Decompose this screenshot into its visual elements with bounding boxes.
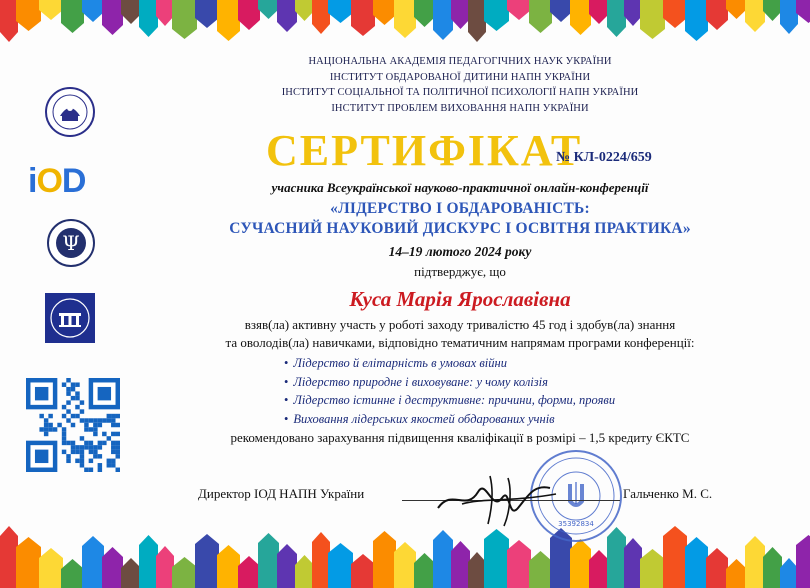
pencil [796,535,810,588]
pencil [102,0,123,35]
topic-item: • Лідерство природне і виховуване: у чому колізія [284,373,615,392]
pencil [312,0,330,34]
pencil [484,0,509,31]
pencil [328,543,353,588]
pencil [121,0,141,24]
pencil [796,0,810,23]
pencil [451,541,470,588]
pencil [663,0,687,28]
pencil [394,542,416,588]
handwritten-signature [432,468,562,528]
pencil [624,0,642,26]
pencil [82,0,104,22]
pencil [277,544,297,588]
pencil [312,532,330,588]
confirms-text: підтверджує, що [414,264,506,279]
header-line-4: ІНСТИТУТ ПРОБЛЕМ ВИХОВАННЯ НАПН УКРАЇНИ [331,102,589,114]
pencil [624,538,642,588]
pencil [484,529,509,588]
pencil [172,557,197,588]
pencil [433,0,453,40]
pencil [451,0,470,29]
institution-header [200,54,720,116]
pencil [745,0,765,32]
recipient-name: Куса Марія Ярославівна [349,287,571,311]
pencil [295,0,314,21]
pencil [640,0,665,39]
pencil [217,0,240,41]
certificate-number: № КЛ-0224/659 [556,150,652,165]
pencil [195,0,219,28]
svg-text:Ψ: Ψ [62,231,80,255]
iod-logo: іOD [28,162,86,200]
pencil [529,551,552,588]
pencil [529,0,552,33]
pencil [156,0,174,26]
signer-name: Гальченко М. С. [623,486,713,501]
conference-title-line-1: «ЛІДЕРСТВО І ОБДАРОВАНІСТЬ: [330,200,590,217]
bottom-pencils-border [0,520,810,588]
pencil [507,0,531,20]
pencil [607,0,626,37]
pencil [394,0,416,38]
pencil [172,0,197,39]
conference-dates: 14–19 лютого 2024 року [388,244,532,259]
pencil [277,0,297,32]
pencil [373,0,396,25]
pencil [39,548,63,588]
pencil [373,531,396,588]
pencil [217,545,240,588]
participation-text-1: взяв(ла) активну участь у роботі заходу тривалістю 45 год і здобув(ла) знання [244,317,676,332]
credit-text: рекомендовано зарахування підвищення кваліфікації в розмірі – 1,5 кредиту ЄКТС [230,430,690,445]
pencil [589,0,609,24]
pencil [570,539,591,588]
pencil [640,549,665,588]
topic-item: • Виховання лідерських якостей обдарованих учнів [284,410,615,429]
pencil [121,558,141,588]
pencil [706,0,728,30]
pencil [763,547,782,588]
pencil [685,0,708,41]
pencil [238,556,260,588]
pencil [414,0,435,27]
pencil [61,559,84,588]
pencil [82,536,104,588]
pencil [139,0,158,37]
pencil [507,540,531,588]
pencil [726,559,747,588]
pencil [328,0,353,23]
pencil [16,537,41,588]
pencil [16,0,41,31]
pencil [102,547,123,588]
pencil [61,0,84,33]
upbringing-institute-logo [45,293,95,343]
qr-code [26,378,120,472]
pencil [570,0,591,35]
pencil [414,553,435,588]
pencil [468,0,486,42]
pencil [550,0,572,22]
pencil [663,526,687,588]
pencil [195,534,219,588]
topic-item: • Лідерство істинне і деструктивне: причини, форми, прояви [284,391,615,410]
pencil [706,548,728,588]
pencil [745,536,765,588]
certificate-title: СЕРТИФІКАТ [266,126,583,175]
pencil [0,526,18,588]
pencil [780,558,798,588]
stamp-code: 35392834 [558,520,594,528]
pencil [763,0,782,21]
participant-of-text: учасника Всеукраїнської науково-практичної онлайн-конференції [271,180,649,195]
pencil [139,535,158,588]
top-pencils-border [0,0,810,48]
topic-item: • Лідерство й елітарність в умовах війни [284,354,615,373]
psychology-institute-logo [46,218,96,268]
pencil [238,0,260,30]
pencil [780,0,798,34]
header-line-3: ІНСТИТУТ СОЦІАЛЬНОЇ ТА ПОЛІТИЧНОЇ ПСИХОЛОГІЇ НАПН УКРАЇНИ [281,87,639,99]
conference-title-line-2: СУЧАСНИЙ НАУКОВИЙ ДИСКУРС І ОСВІТНЯ ПРАКТИКА» [229,220,691,237]
pencil [0,0,18,42]
pencil [685,537,708,588]
pencil [351,554,375,588]
pencil [258,533,279,588]
pencil [39,0,63,20]
napn-seal-logo [44,86,96,138]
pencil [468,552,486,588]
pencil [351,0,375,36]
header-line-2: ІНСТИТУТ ОБДАРОВАНОЇ ДИТИНИ НАПН УКРАЇНИ [329,71,591,83]
pencil [295,555,314,588]
pencil [726,0,747,19]
header-line-1: НАЦІОНАЛЬНА АКАДЕМІЯ ПЕДАГОГІЧНИХ НАУК УКРАЇНИ [308,56,612,67]
topics-list [284,354,615,428]
participation-text-2: та оволодів(ла) навичками, відповідно тематичним напрямам програми конференції: [225,335,695,350]
pencil [156,546,174,588]
pencil [589,550,609,588]
pencil [433,530,453,588]
director-position: Директор ІОД НАПН України [198,486,365,501]
pencil [258,0,279,19]
